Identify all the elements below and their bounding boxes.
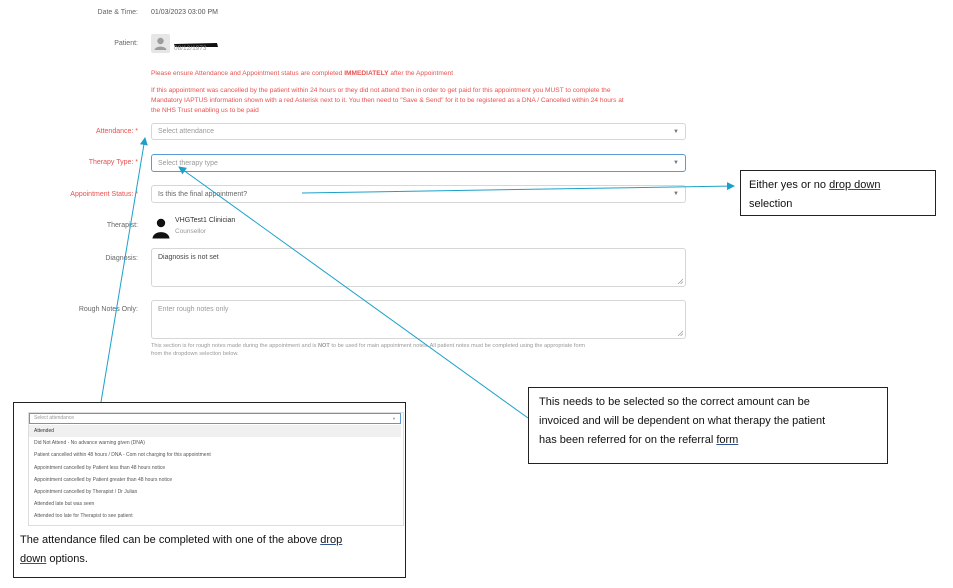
chevron-down-icon: ▼ <box>392 416 396 421</box>
arrow-to-attendance <box>101 138 145 402</box>
dropdown-option[interactable]: Attended <box>29 425 401 437</box>
therapist-role: Counsellor <box>175 228 207 235</box>
therapist-name: VHGTest1 Clinician <box>175 217 236 224</box>
dropdown-option[interactable]: Appointment cancelled by Therapist / Dr Julian <box>34 488 138 495</box>
arrow-to-yes-no-callout <box>302 186 734 193</box>
appointment-status-label: Appointment Status: * <box>70 191 138 198</box>
datetime-value: 01/03/2023 03:00 PM <box>151 9 218 16</box>
therapy-type-select[interactable]: Select therapy type ▼ <box>151 154 686 172</box>
dropdown-select[interactable]: Select attendance ▼ <box>29 413 401 424</box>
callout-attendance-text: The attendance filed can be completed with one of the above drop down options. <box>20 534 343 565</box>
rough-notes-label: Rough Notes Only: <box>78 306 138 313</box>
dropdown-option[interactable]: Did Not Attend - No advance warning given (DNA) <box>34 440 145 447</box>
arrow-to-therapy-type <box>179 167 528 418</box>
patient-label: Patient: <box>114 40 138 47</box>
dropdown-option[interactable]: Attended late but was seen <box>34 501 95 508</box>
attendance-select[interactable]: Select attendance ▼ <box>151 123 686 140</box>
diagnosis-label: Diagnosis: <box>105 255 138 262</box>
attendance-label: Attendance: * <box>95 128 138 135</box>
attendance-warning: Please ensure Attendance and Appointment status are completed IMMEDIATELY after the Appointment <box>151 70 454 77</box>
cancellation-warning: If this appointment was cancelled by the patient within 24 hours or they did not attend then in order to get paid for this appointment you MUST to complete the Mandatory IAPTUS information shown with a red Asterisk next to it. You then need to "Save & Send" for it to be registered as a DNA / Cancelled within 24 hours at the NHS Trust enabling us to be paid <box>151 87 624 114</box>
dropdown-option[interactable]: Patient cancelled within 48 hours / DNA - Com not charging for this appointment <box>34 452 211 459</box>
therapy-type-label: Therapy Type: * <box>88 159 138 166</box>
therapist-label: Therapist: <box>106 222 138 229</box>
datetime-label: Date & Time: <box>97 9 138 16</box>
callout-therapy-type: This needs to be selected so the correct amount can be invoiced and will be dependent on what therapy the patient has been referred for on the referral form <box>528 387 888 464</box>
diagnosis-textarea[interactable]: Diagnosis is not set <box>151 248 686 287</box>
dropdown-option[interactable]: Appointment cancelled by Patient greater than 48 hours notice <box>34 476 173 483</box>
dropdown-option[interactable]: Appointment cancelled by Patient less than 48 hours notice <box>34 464 166 471</box>
appointment-status-select[interactable]: Is this the final appointment? ▼ <box>151 185 686 203</box>
chevron-down-icon: ▼ <box>673 128 679 135</box>
rough-notes-help: This section is for rough notes made during the appointment and is NOT to be used for main appointment notes. All patient notes must be completed using the appropriate form from the dropdown selection below. <box>151 343 586 357</box>
chevron-down-icon: ▼ <box>673 191 679 197</box>
callout-yes-no: Either yes or no drop down selection <box>740 170 936 216</box>
chevron-down-icon: ▼ <box>673 160 679 166</box>
rough-notes-textarea[interactable]: Enter rough notes only <box>151 300 686 339</box>
dropdown-option[interactable]: Attended too late for Therapist to see patient <box>34 513 133 520</box>
patient-dob: 08/12/1973 <box>174 45 207 52</box>
